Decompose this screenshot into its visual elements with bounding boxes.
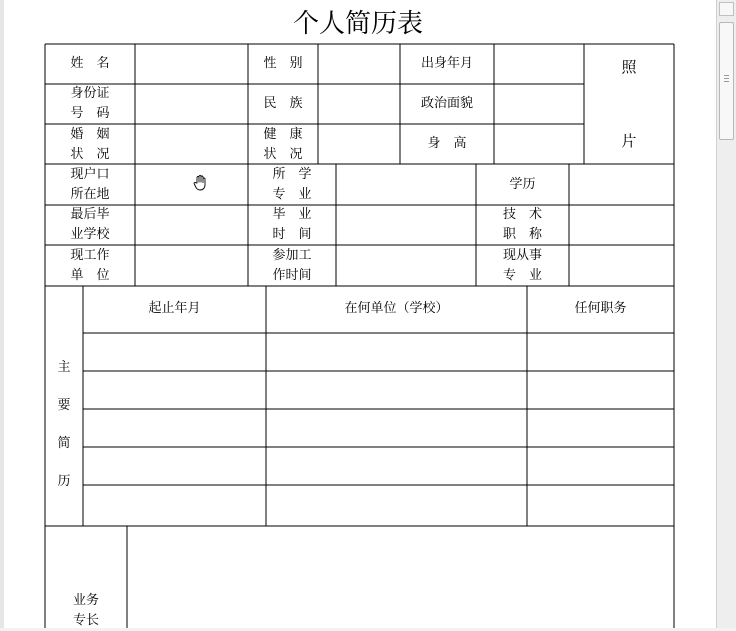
scroll-thumb[interactable] xyxy=(719,22,734,140)
label-education: 学历 xyxy=(509,177,536,192)
page-title: 个人简历表 xyxy=(292,9,423,39)
value-gender[interactable] xyxy=(318,44,400,84)
col-header-period: 起止年月 xyxy=(148,301,201,316)
label-current-field: 现从事 专 业 xyxy=(502,248,542,283)
label-resume: 主 要 简 历 xyxy=(57,360,71,489)
label-school: 最后毕 业学校 xyxy=(70,207,110,242)
value-name[interactable] xyxy=(135,44,248,84)
label-politics: 政治面貌 xyxy=(420,96,473,111)
label-work-start: 参加工 作时间 xyxy=(272,248,312,283)
col-header-duty: 任何职务 xyxy=(574,301,627,316)
label-tech-title: 技 术 职 称 xyxy=(502,207,542,242)
label-ethnicity: 民 族 xyxy=(263,96,303,111)
label-major: 所 学 专 业 xyxy=(272,167,312,202)
label-name: 姓 名 xyxy=(70,56,110,71)
vertical-scrollbar[interactable] xyxy=(716,0,736,628)
label-marital: 婚 姻 状 况 xyxy=(70,127,110,162)
label-grad-time: 毕 业 时 间 xyxy=(272,207,312,242)
label-health: 健 康 状 况 xyxy=(263,127,303,162)
value-birth[interactable] xyxy=(494,44,584,84)
label-expertise: 业务 专长 xyxy=(72,593,99,628)
scroll-up-button[interactable] xyxy=(719,2,734,16)
label-gender: 性 别 xyxy=(263,56,303,71)
label-height: 身 高 xyxy=(427,136,467,151)
label-work-unit: 现工作 单 位 xyxy=(70,248,110,283)
label-hukou: 现户口 所在地 xyxy=(70,167,110,202)
label-id-card: 身份证 号 码 xyxy=(70,86,110,121)
label-birth: 出身年月 xyxy=(420,56,473,71)
photo-label-top: 照 xyxy=(621,58,637,76)
hand-cursor-icon xyxy=(192,174,208,192)
col-header-unit: 在何单位（学校） xyxy=(344,301,449,316)
photo-label-bottom: 片 xyxy=(621,132,637,150)
